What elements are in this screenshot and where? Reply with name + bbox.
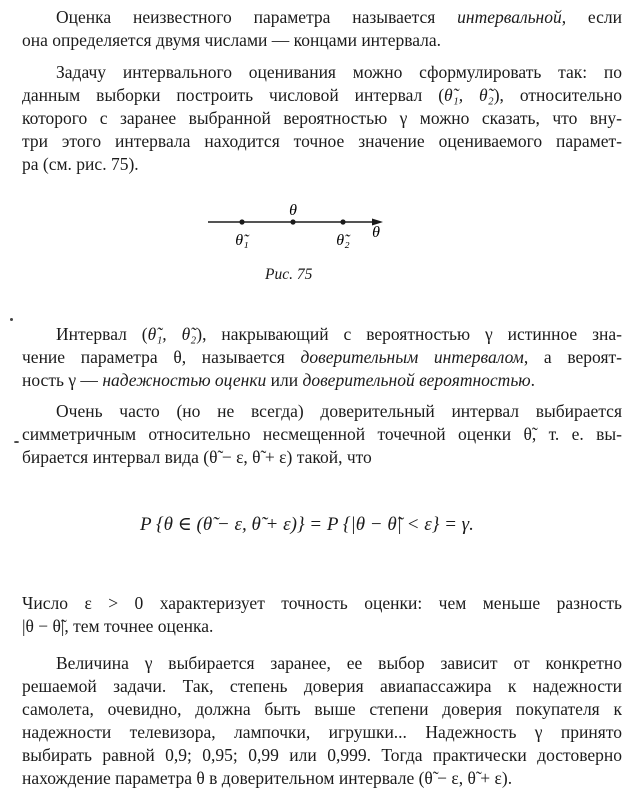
probability-formula: P {θ ∈ (θ̃ − ε, θ̃ + ε)} = P {|θ − θ̃| < ε} = γ. [140,514,474,535]
text-line: решаемой задачи. Так, степень доверия авиапассажира к надежности [22,676,622,696]
text-line: самолета, очевидно, должна быть выше степени доверия покупателя к [22,699,622,719]
interval-bounds: θ̃₁, θ̃₂ [444,85,494,105]
text-line: Задачу интервального оценивания можно сформулировать так: по [56,62,622,82]
text-line: симметричным относительно несмещенной точечной оценки θ̃, т. е. вы- [22,424,622,444]
scan-speck [10,318,13,321]
text-line: Число ε > 0 характеризует точность оценки: чем меньше разность [22,593,622,613]
scan-speck [14,441,19,443]
text-fragment: ), относительно [493,85,622,105]
term-confidence-probability: доверительной вероятностью [302,370,531,390]
text-line: выбирать равной 0,9; 0,95; 0,99 или 0,999. Тогда практически достоверно [22,745,622,765]
term-interval: интервальной [457,7,562,27]
paragraph-accuracy [22,592,622,638]
point-theta2 [340,219,345,224]
paragraph-symmetric-interval [22,400,622,469]
figure-75-number-line [200,196,400,256]
label-theta1: θ̃₁ [235,232,249,249]
point-theta [290,219,295,224]
text-fragment: Оценка неизвестного параметра называется [56,7,458,27]
text-fragment: . [530,370,535,390]
text-fragment: , а вероят- [523,347,623,367]
text-line: нахождение параметра θ в доверительном интервале (θ̃ − ε, θ̃ + ε). [22,768,513,788]
label-theta-axis: θ [372,224,380,241]
text-line: |θ − θ̃|, тем точнее оценка. [22,616,214,636]
text-line: Величина γ выбирается заранее, ее выбор зависит от конкретно [56,653,622,673]
text-fragment: или [266,370,303,390]
text-fragment: ), накрывающий с вероятностью γ истинное зна- [196,324,622,344]
text-fragment: чение параметра θ, называется [22,347,301,367]
text-line: которого с заранее выбранной вероятностью γ можно сказать, что вну- [22,108,622,128]
text-line: она определяется двумя числами — концами интервала. [22,30,442,50]
label-theta2: θ̃₂ [336,232,350,249]
text-line: ра (см. рис. 75). [22,154,139,174]
paragraph-confidence-interval [22,323,622,392]
paragraph-task-statement [22,61,622,176]
text-fragment: , если [561,7,622,27]
text-line: Очень часто (но не всегда) доверительный интервал выбирается [56,401,622,421]
text-fragment: Интервал ( [56,324,148,344]
paragraph-interval-definition [22,6,622,52]
term-confidence-interval: доверительным интервалом [300,347,524,367]
text-fragment: данным выборки построить числовой интервал ( [22,85,445,105]
figure-caption: Рис. 75 [265,266,313,283]
point-theta1 [239,219,244,224]
text-fragment: ность γ — [22,370,103,390]
paragraph-reliability-choice [22,652,622,790]
text-line: три этого интервала находится точное значение оцениваемого парамет- [22,131,622,151]
term-reliability: надежностью оценки [102,370,267,390]
interval-bounds: θ̃₁, θ̃₂ [147,324,197,344]
label-theta-top: θ [289,202,297,219]
text-line: надежности телевизора, лампочки, игрушки... Надежность γ принято [22,722,622,742]
text-line: бирается интервал вида (θ̃ − ε, θ̃ + ε) такой, что [22,447,372,467]
